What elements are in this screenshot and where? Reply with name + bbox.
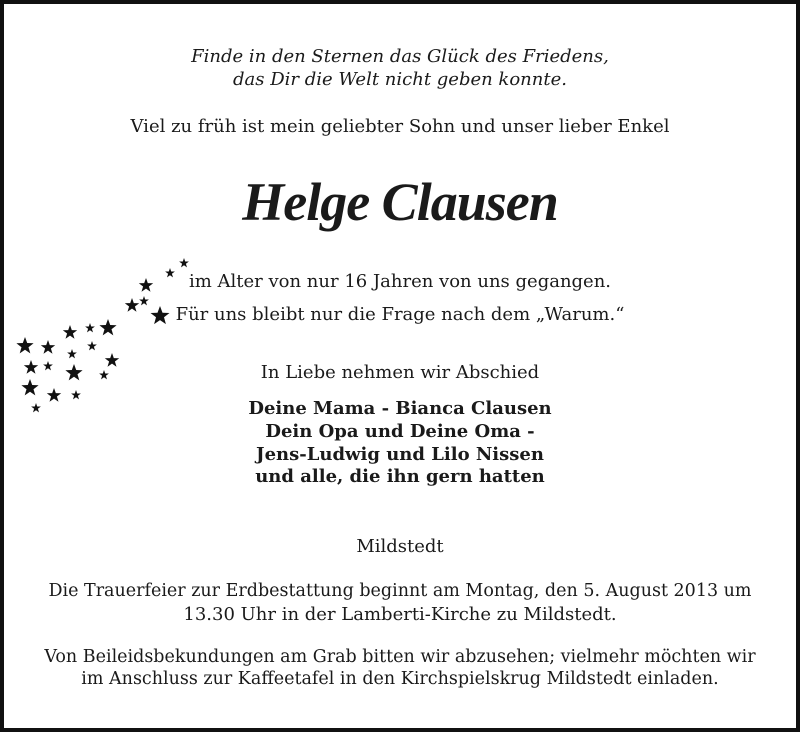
quote-line-2: das Dir die Welt nicht geben konnte.: [233, 69, 567, 90]
mourner-line: Dein Opa und Deine Oma -: [265, 421, 535, 442]
star: [41, 340, 55, 354]
quote-line-1: Finde in den Sternen das Glück des Friedens,: [191, 46, 609, 67]
mourner-line: und alle, die ihn gern hatten: [255, 466, 545, 487]
star: [179, 258, 189, 267]
star: [87, 341, 97, 350]
mourner-line: Deine Mama - Bianca Clausen: [248, 398, 552, 419]
question-line: Für uns bleibt nur die Frage nach dem „Warum.“: [175, 304, 625, 325]
condolence-line-2: im Anschluss zur Kaffeetafel in den Kirchspielskrug Mildstedt einladen.: [81, 669, 719, 689]
condolence-line-1: Von Beileidsbekundungen am Grab bitten wir abzusehen; vielmehr möchten wir: [44, 647, 756, 667]
place-line: Mildstedt: [356, 536, 444, 557]
age-line: im Alter von nur 16 Jahren von uns gegangen.: [188, 271, 612, 292]
star: [67, 349, 77, 358]
star: [63, 325, 77, 339]
service-line-2: 13.30 Uhr in der Lamberti-Kirche zu Mildstedt.: [183, 604, 617, 625]
intro-text: Viel zu früh ist mein geliebter Sohn und unser lieber Enkel: [130, 116, 670, 137]
star: [16, 337, 33, 353]
farewell-line: In Liebe nehmen wir Abschied: [260, 362, 540, 383]
service-line-1: Die Trauerfeier zur Erdbestattung beginnt am Montag, den 5. August 2013 um: [48, 581, 752, 601]
mourner-line: Jens-Ludwig und Lilo Nissen: [256, 444, 544, 465]
deceased-name: Helge Clausen: [242, 172, 558, 232]
